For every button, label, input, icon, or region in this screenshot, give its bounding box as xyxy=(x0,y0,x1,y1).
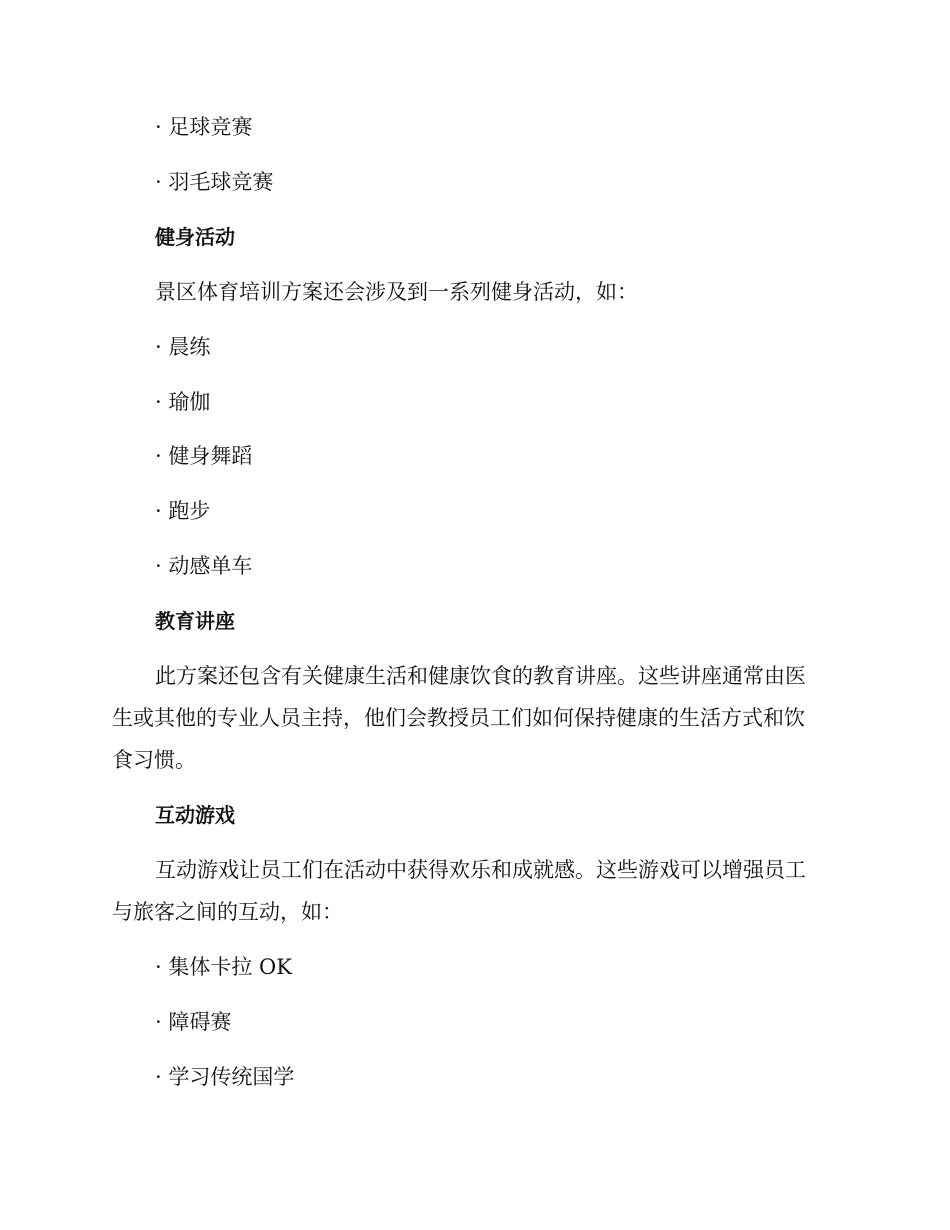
list-item: · 晨练 xyxy=(155,335,211,359)
paragraph-line: 与旅客之间的互动，如： xyxy=(112,900,343,924)
paragraph-line: 互动游戏让员工们在活动中获得欢乐和成就感。这些游戏可以增强员工 xyxy=(155,858,806,882)
list-item: · 集体卡拉 OK xyxy=(155,955,292,979)
list-item: · 跑步 xyxy=(155,499,211,523)
list-item: · 学习传统国学 xyxy=(155,1065,295,1089)
list-item: · 瑜伽 xyxy=(155,390,211,414)
list-item: · 羽毛球竞赛 xyxy=(155,170,274,194)
paragraph-line: 食习惯。 xyxy=(112,748,196,772)
paragraph-line: 生或其他的专业人员主持，他们会教授员工们如何保持健康的生活方式和饮 xyxy=(112,706,805,730)
list-item: · 健身舞蹈 xyxy=(155,444,253,468)
list-item: · 动感单车 xyxy=(155,554,253,578)
section-heading-lecture: 教育讲座 xyxy=(155,609,235,633)
paragraph-line: 此方案还包含有关健康生活和健康饮食的教育讲座。这些讲座通常由医 xyxy=(155,664,806,688)
list-item: · 障碍赛 xyxy=(155,1010,232,1034)
section-intro-fitness: 景区体育培训方案还会涉及到一系列健身活动，如： xyxy=(155,280,638,304)
section-heading-fitness: 健身活动 xyxy=(155,225,235,249)
section-heading-games: 互动游戏 xyxy=(155,803,235,827)
list-item: · 足球竞赛 xyxy=(155,115,253,139)
